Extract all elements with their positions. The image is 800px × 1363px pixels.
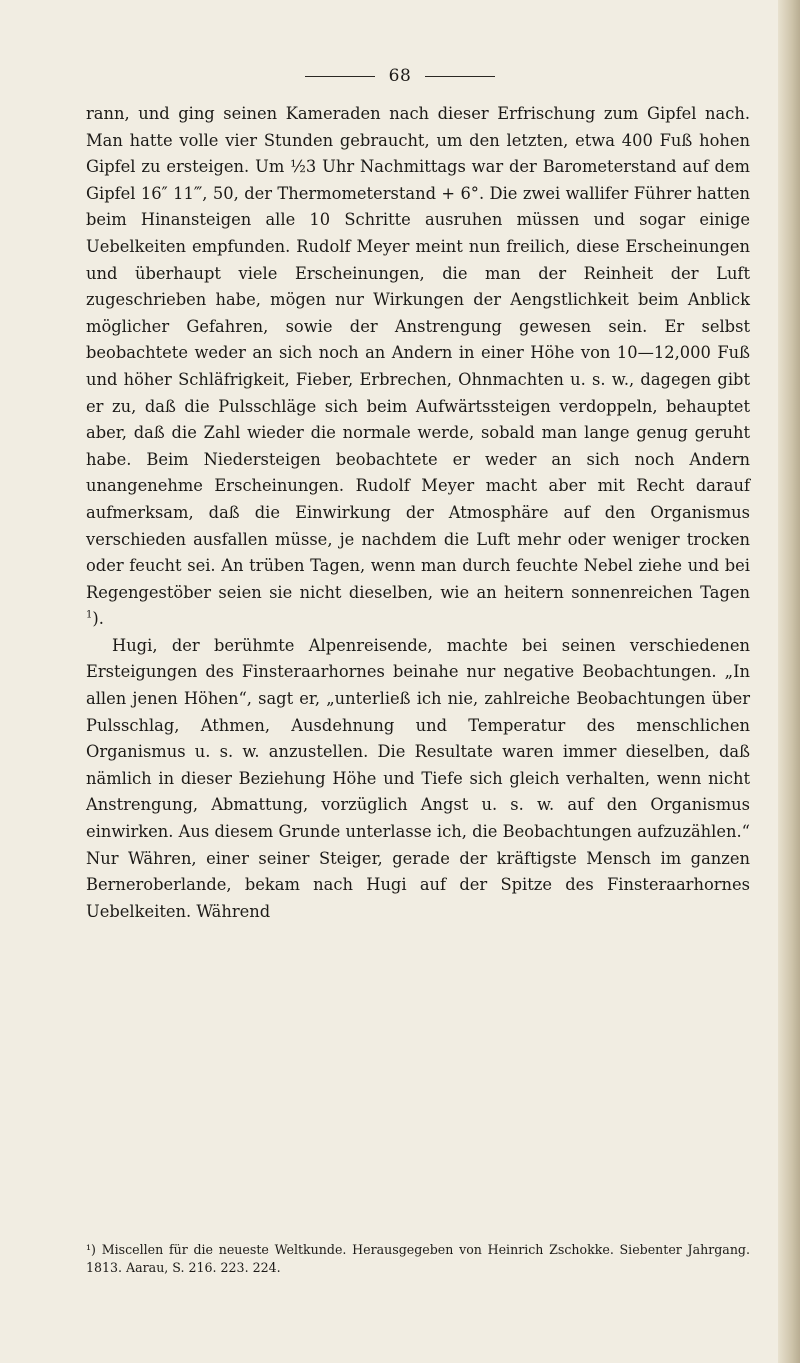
- paragraph-1-text: rann, und ging seinen Kameraden nach dieser Erfrischung zum Gipfel nach. Man hatte volle vier Stunden gebraucht, um den letzten, etwa 400 Fuß hohen Gipfel zu ersteigen. Um ½3 Uhr Nachmittags war der Barometerstand auf dem Gipfel 16″ 11‴, 50, der Thermometerstand + 6°. Die zwei wallifer Führer hatten beim Hinansteigen alle 10 Schritte ausruhen müssen und sogar einige Uebelkeiten empfunden. Rudolf Meyer meint nun freilich, diese Erscheinungen und überhaupt viele Erscheinungen, die man der Reinheit der Luft zugeschrieben habe, mögen nur Wirkungen der Aengstlichkeit beim Anblick möglicher Gefahren, sowie der Anstrengung gewesen sein. Er selbst beobachtete weder an sich noch an Andern in einer Höhe von 10—12,000 Fuß und höher Schläfrigkeit, Fieber, Erbrechen, Ohnmachten u. s. w., dagegen gibt er zu, daß die Pulsschläge sich beim Aufwärtssteigen verdoppeln, behauptet aber, daß die Zahl wieder die normale werde, sobald man lange genug geruht habe. Beim Niedersteigen beobachtete er weder an sich noch Andern unangenehme Erscheinungen. Rudolf Meyer macht aber mit Recht darauf aufmerksam, daß die Einwirkung der Atmosphäre auf den Organismus verschieden ausfallen müsse, je nachdem die Luft mehr oder weniger trocken oder feucht sei. An trüben Tagen, wenn man durch feuchte Nebel ziehe und bei Regengestöber seien sie nicht dieselben, wie an heitern sonnenreichen Tagen: [86, 104, 750, 602]
- paragraph-1: [86, 101, 750, 633]
- paragraph-2: Hugi, der berühmte Alpenreisende, machte bei seinen verschiedenen Ersteigungen des Finsteraarhornes beinahe nur negative Beobachtungen. „In allen jenen Höhen“, sagt er, „unterließ ich nie, zahlreiche Beobachtungen über Pulsschlag, Athmen, Ausdehnung und Temperatur des menschlichen Organismus u. s. w. anzustellen. Die Resultate waren immer dieselben, daß nämlich in dieser Beziehung Höhe und Tiefe sich gleich verhalten, wenn nicht Anstrengung, Abmattung, vorzüglich Angst u. s. w. auf den Organismus einwirken. Aus diesem Grunde unterlasse ich, die Beobachtungen aufzuzählen.“ Nur Währen, einer seiner Steiger, gerade der kräftigste Mensch im ganzen Berneroberlande, bekam nach Hugi auf der Spitze des Finsteraarhornes Uebelkeiten. Während: [86, 635, 750, 921]
- body-text: [86, 101, 750, 925]
- header-rule-right: [425, 76, 495, 77]
- footnote: [86, 1241, 750, 1277]
- footnote-marker: 1: [86, 609, 93, 621]
- page-edge: [778, 0, 800, 1363]
- footnote-text: ¹) Miscellen für die neueste Weltkunde. Herausgegeben von Heinrich Zschokke. Siebenter Jahrgang. 1813. Aarau, S. 216. 223. 224.: [86, 1242, 750, 1275]
- paragraph-1-tail: ).: [92, 609, 104, 629]
- page-number: 68: [388, 66, 412, 86]
- page-header: [0, 66, 800, 86]
- header-rule-left: [305, 76, 375, 77]
